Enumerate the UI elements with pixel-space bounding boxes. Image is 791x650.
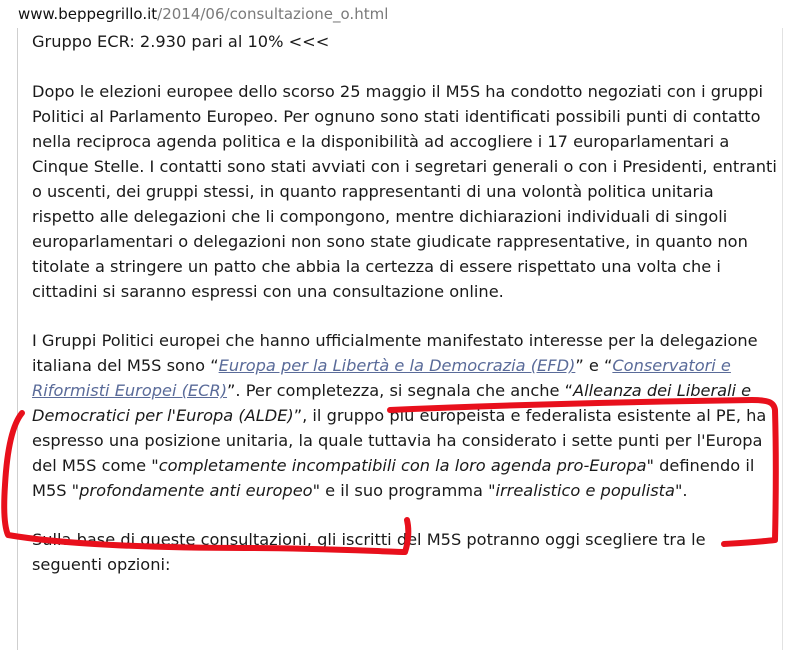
article-body (32, 29, 777, 577)
link-ecr[interactable]: Conservatori e Riformisti Europei (ECR) (32, 356, 731, 400)
text-fragment: ” e “ (575, 356, 613, 375)
url-domain: www.beppegrillo.it (18, 5, 158, 23)
text-fragment: ". (674, 481, 688, 500)
quote-anti-european: profondamente anti europeo (79, 481, 313, 500)
paragraph-options: Sulla base di queste consultazioni, gli iscritti del M5S potranno oggi scegliere tra le seguenti opzioni: (32, 530, 706, 574)
paragraph-negotiations: Dopo le elezioni europee dello scorso 25 maggio il M5S ha condotto negoziati con i gruppi Politici al Parlamento Europeo. Per ognuno sono stati identificati possibili punti di contatto nella reciproca agenda politica e la disponibilità ad accogliere i 17 europarlamentari a Cinque Stelle. I contatti sono stati avviati con i segretari generali o con i Presidenti, entranti o uscenti, dei gruppi stessi, in quanto rappresentanti di una volontà politica unitaria rispetto alle delegazioni che li compongono, mentre dichiarazioni individuali di singoli europarlamentari o delegazioni non sono state giudicate rappresentative, in quanto non titolate a stringere un patto che abbia la certezza di essere rispettato una volta che i cittadini si saranno espressi con una consultazione online. (32, 82, 777, 301)
address-bar[interactable] (0, 0, 791, 28)
text-fragment: " definendo il M5S " (32, 456, 755, 500)
text-fragment: ”. Per completezza, si segnala che anche “ (227, 381, 574, 400)
url-path: /2014/06/consultazione_o.html (157, 5, 389, 23)
paragraph-groups (32, 328, 777, 503)
text-fragment: ”, il gruppo più europeista e federalista esistente al PE, ha espresso una posizione unitaria, la quale tuttavia ha considerato i sette punti per l'Europa del M5S come " (32, 406, 767, 475)
alde-name: Alleanza dei Liberali e Democratici per l'Europa (ALDE) (32, 381, 752, 425)
text-fragment: " e il suo programma " (312, 481, 496, 500)
quote-populist: irrealistico e populista (495, 481, 675, 500)
results-line: Gruppo ECR: 2.930 pari al 10% <<< (32, 32, 330, 51)
link-efd[interactable]: Europa per la Libertà e la Democrazia (EFD) (218, 356, 576, 375)
quote-incompatible: completamente incompatibili con la loro agenda pro-Europa (158, 456, 647, 475)
scrollbar[interactable] (782, 28, 791, 650)
text-fragment: I Gruppi Politici europei che hanno ufficialmente manifestato interesse per la delegazione italiana del M5S sono “ (32, 331, 758, 375)
